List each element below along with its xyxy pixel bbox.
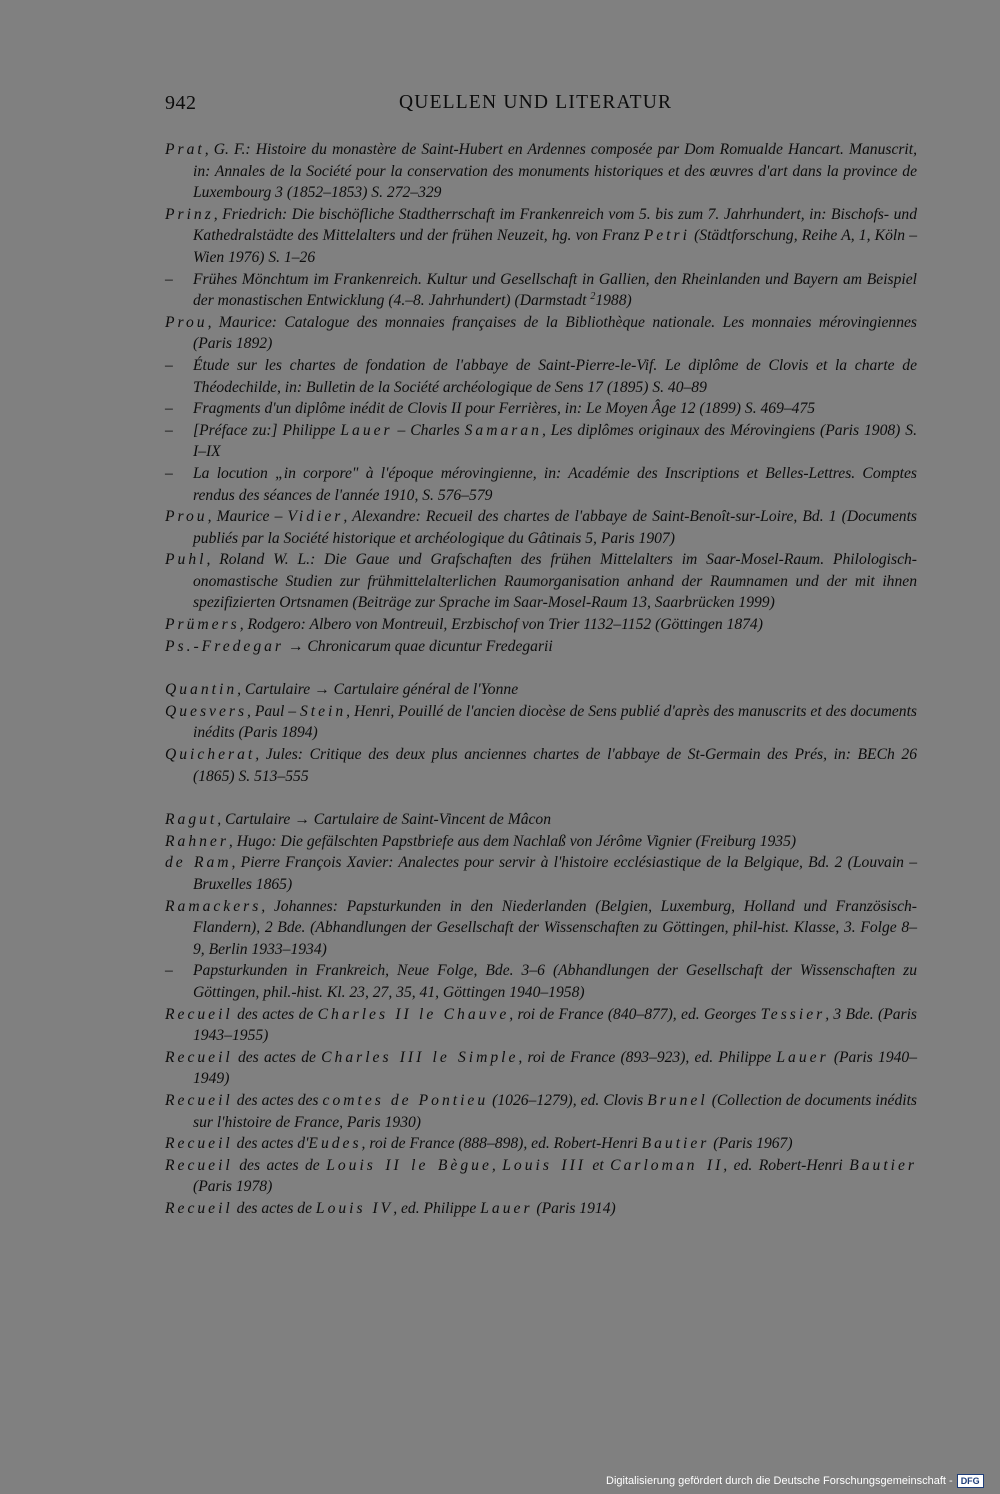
bibliography-entry [165, 204, 917, 269]
entry-text: , roi de France (888–898), ed. Robert-Henri [361, 1135, 642, 1153]
entry-text: , Rodgero: Albero von Montreuil, Erzbischof von Trier 1132–1152 (Göttingen 1874) [239, 616, 763, 634]
entry-text: , Henri, Pouillé de l'ancien diocèse de Sens publié d'après des manuscrits et des documents inédits (Paris 1894) [193, 702, 918, 742]
author-name-spaced: Brunel [647, 1091, 708, 1109]
author-name-spaced: Ragut [165, 811, 218, 829]
author-name-spaced: Quesvers [165, 702, 248, 720]
bibliography-entry [165, 831, 917, 853]
entry-text: 1988) [595, 292, 632, 310]
page-header [165, 92, 917, 120]
bibliography-entry [165, 1155, 917, 1198]
bibliography-list [165, 139, 917, 1220]
author-name-spaced: Charles III le Simple [321, 1048, 519, 1066]
entry-text: , Maurice: Catalogue des monnaies françaises de la Bibliothèque nationale. Les monnaies mérovingiennes (Paris 1892) [193, 313, 917, 353]
entry-text: des actes de [232, 1199, 316, 1217]
bibliography-entry [165, 614, 917, 636]
footer-credit [606, 1474, 984, 1488]
bibliography-entry [165, 355, 917, 398]
repeat-author-dash: – [165, 270, 173, 288]
author-name-spaced: Recueil [165, 1048, 233, 1066]
author-name-spaced: Lauer [776, 1048, 829, 1066]
entry-text: (Paris 1940–1949) [193, 1048, 918, 1088]
entry-text: des actes de [232, 1156, 327, 1174]
author-name-spaced: Recueil [165, 1091, 233, 1109]
bibliography-entry [165, 744, 917, 787]
bibliography-entry [165, 1047, 917, 1090]
entry-text: , [491, 1156, 503, 1174]
bibliography-entry [165, 896, 917, 961]
repeat-author-dash: – [165, 356, 173, 374]
entry-text: La locution „in corpore" à l'époque mérovingienne, in: Académie des Inscriptions et Belles-Lettres. Comptes rendus des séances de l'année 1910, S. 576–579 [193, 464, 917, 504]
running-title: QUELLEN UND LITERATUR [399, 92, 673, 113]
bibliography-entry [165, 549, 917, 614]
author-name-spaced: Louis IV [315, 1199, 394, 1217]
entry-text: et [585, 1156, 611, 1174]
entry-text: , G. F.: Histoire du monastère de Saint-Hubert en Ardennes composée par Dom Romualde Hancart. Manuscrit, in: Annales de la Société pour la conservation des monuments historiques et des œuvres d'art dans la province de Luxembourg 3 (1852–1853) S. 272–329 [193, 141, 917, 202]
section-gap [165, 657, 917, 679]
author-name-spaced: Recueil [165, 1199, 233, 1217]
entry-text: (Collection de documents inédits sur l'histoire de France, Paris 1930) [193, 1091, 917, 1131]
bibliography-entry [165, 809, 917, 831]
entry-text: , Les diplômes originaux des Mérovingiens (Paris 1908) S. I–IX [193, 421, 917, 461]
author-name-spaced: Prinz [165, 205, 214, 223]
bibliography-entry [165, 852, 917, 895]
entry-text: , Paul – [247, 702, 300, 720]
entry-text: Papsturkunden in Frankreich, Neue Folge, Bde. 3–6 (Abhandlungen der Gesellschaft der Wissenschaften zu Göttingen, phil.-hist. Kl. 23, 27, 35, 41, Göttingen 1940–1958) [193, 962, 917, 1001]
entry-text: , Pierre François Xavier: Analectes pour servir à l'histoire ecclésiastique de la Belgique, Bd. 2 (Louvain – Bruxelles 1865) [193, 854, 918, 893]
author-name-spaced: Tessier [760, 1005, 826, 1023]
entry-text: (Städtforschung, Reihe A, 1, Köln – Wien 1976) S. 1–26 [193, 227, 917, 266]
repeat-author-dash: – [165, 464, 173, 482]
author-name-spaced: Prat [165, 141, 205, 158]
bibliography-entry [165, 506, 917, 549]
entry-text: (Paris 1978) [193, 1178, 273, 1196]
author-name-spaced: Prümers [165, 616, 240, 634]
bibliography-entry [165, 398, 917, 420]
bibliography-entry [165, 679, 917, 701]
author-name-spaced: Ps.-Fredegar [165, 637, 285, 655]
author-name-spaced: Lauer [480, 1199, 533, 1217]
repeat-author-dash: – [165, 962, 173, 980]
entry-text: Étude sur les chartes de fondation de l'abbaye de Saint-Pierre-le-Vif. Le diplôme de Clovis et la charte de Théodechilde, in: Bulletin de la Société archéologique de Sens 17 (1895) S. 40–89 [193, 356, 917, 396]
entry-text: , Friedrich: Die bischöfliche Stadtherrschaft im Frankenreich vom 5. bis zum 7. Jahrhundert, in: Bischofs- und Kathedralstädte des Mittelalters und der frühen Neuzeit, hg. von Franz [193, 205, 917, 245]
author-name-spaced: Eudes [308, 1135, 362, 1153]
entry-text: , 3 Bde. (Paris 1943–1955) [193, 1005, 917, 1045]
bibliography-entry [165, 269, 917, 312]
entry-text: des actes des [232, 1091, 323, 1109]
entry-text: → Chronicarum quae dicuntur Fredegarii [284, 637, 553, 655]
bibliography-entry [165, 960, 917, 1003]
entry-text: , Johannes: Papsturkunden in den Niederlanden (Belgien, Luxemburg, Holland und Französisch-Flandern), 2 Bde. (Abhandlungen der Gesellschaft der Wissenschaften zu Göttingen, phil-hist. Klasse, 3. Folge 8–9, Berlin 1933–1934) [193, 897, 917, 958]
entry-text: , roi de France (893–923), ed. Philippe [518, 1048, 777, 1066]
author-name-spaced: Louis II le Bègue [326, 1156, 492, 1174]
author-name-spaced: Puhl [165, 551, 207, 569]
edition-superscript: 2 [590, 290, 596, 302]
author-name-spaced: comtes de Pontieu [322, 1091, 489, 1109]
bibliography-entry [165, 1090, 917, 1133]
entry-text: des actes de [232, 1005, 318, 1023]
author-name-spaced: Bautier [849, 1156, 917, 1174]
author-name-spaced: Quantin [165, 681, 238, 699]
bibliography-entry [165, 312, 917, 355]
entry-text: , ed. Philippe [393, 1199, 481, 1217]
repeat-author-dash: – [165, 421, 173, 439]
bibliography-entry [165, 701, 917, 744]
entry-text: , Cartulaire → Cartulaire de Saint-Vincent de Mâcon [217, 811, 552, 829]
entry-text: (Paris 1967) [709, 1135, 793, 1153]
author-name-spaced: Stein [299, 702, 347, 720]
author-name-spaced: Recueil [165, 1156, 233, 1174]
bibliography-entry [165, 1198, 917, 1220]
entry-text: (1026–1279), ed. Clovis [488, 1091, 648, 1109]
entry-text: , ed. Robert-Henri [723, 1156, 850, 1174]
author-name-spaced: Samaran [464, 421, 542, 439]
bibliography-entry [165, 1004, 917, 1047]
repeat-author-dash: – [165, 400, 173, 418]
entry-text: des actes de [232, 1048, 322, 1066]
author-name-spaced: Ramackers [165, 897, 262, 915]
author-name-spaced: Charles II le Chauve [317, 1005, 510, 1023]
entry-text: (Paris 1914) [532, 1199, 616, 1217]
entry-text: , Roland W. L.: Die Gaue und Grafschaften des frühen Mittelalters im Saar-Mosel-Raum. Philologisch-onomastische Studien zur frühmittelalterlichen Raumorganisation anhand der Raumnamen und der mit ihnen spezifizierten Ortsnamen (Beiträge zur Sprache im Saar-Mosel-Raum 13, Saarbrücken 1999) [193, 551, 917, 612]
bibliography-entry [165, 420, 917, 463]
entry-text: , Jules: Critique des deux plus anciennes chartes de l'abbaye de St-Germain des Prés, in: BECh 26 (1865) S. 513–555 [193, 746, 917, 785]
author-name-spaced: Rahner [165, 832, 229, 850]
author-name-spaced: Louis III [502, 1156, 586, 1174]
author-name-spaced: Lauer [340, 421, 393, 439]
author-name-spaced: de Ram [165, 854, 232, 872]
author-name-spaced: Vidier [287, 508, 344, 526]
entry-text: , Hugo: Die gefälschten Papstbriefe aus dem Nachlaß von Jérôme Vignier (Freiburg 1935) [228, 832, 797, 850]
entry-text: des actes d' [232, 1135, 309, 1153]
author-name-spaced: Prou [165, 313, 208, 331]
entry-text: [Préface zu:] Philippe [193, 421, 341, 439]
bibliography-entry [165, 1133, 917, 1155]
bibliography-entry [165, 463, 917, 506]
entry-text: , Alexandre: Recueil des chartes de l'abbaye de Saint-Benoît-sur-Loire, Bd. 1 (Documents publiés par la Société historique et archéologique du Gâtinais 5, Paris 1907) [193, 508, 917, 547]
entry-text: Fragments d'un diplôme inédit de Clovis II pour Ferrières, in: Le Moyen Âge 12 (1899) S. 469–475 [193, 400, 816, 418]
entry-text: , Maurice – [207, 508, 288, 526]
author-name-spaced: Bautier [641, 1135, 710, 1153]
entry-text: , roi de France (840–877), ed. Georges [509, 1005, 761, 1023]
entry-text: – Charles [392, 421, 465, 439]
section-gap [165, 787, 917, 809]
entry-text: Frühes Mönchtum im Frankenreich. Kultur und Gesellschaft in Gallien, den Rheinlanden und Bayern am Beispiel der monastischen Entwicklung (4.–8. Jahrhundert) (Darmstadt [193, 270, 917, 310]
author-name-spaced: Recueil [165, 1005, 233, 1023]
author-name-spaced: Quicherat [165, 746, 256, 764]
bibliography-entry [165, 636, 917, 658]
entry-text: , Cartulaire → Cartulaire général de l'Yonne [237, 681, 519, 699]
author-name-spaced: Petri [643, 227, 690, 245]
page-number: 942 [165, 92, 197, 114]
author-name-spaced: Recueil [165, 1135, 233, 1153]
bibliography-entry [165, 139, 917, 204]
footer-text: Digitalisierung gefördert durch die Deutsche Forschungsgemeinschaft - [606, 1475, 953, 1487]
author-name-spaced: Carloman II [610, 1156, 724, 1174]
author-name-spaced: Prou [165, 508, 208, 526]
dfg-logo[interactable]: DFG [957, 1474, 984, 1488]
